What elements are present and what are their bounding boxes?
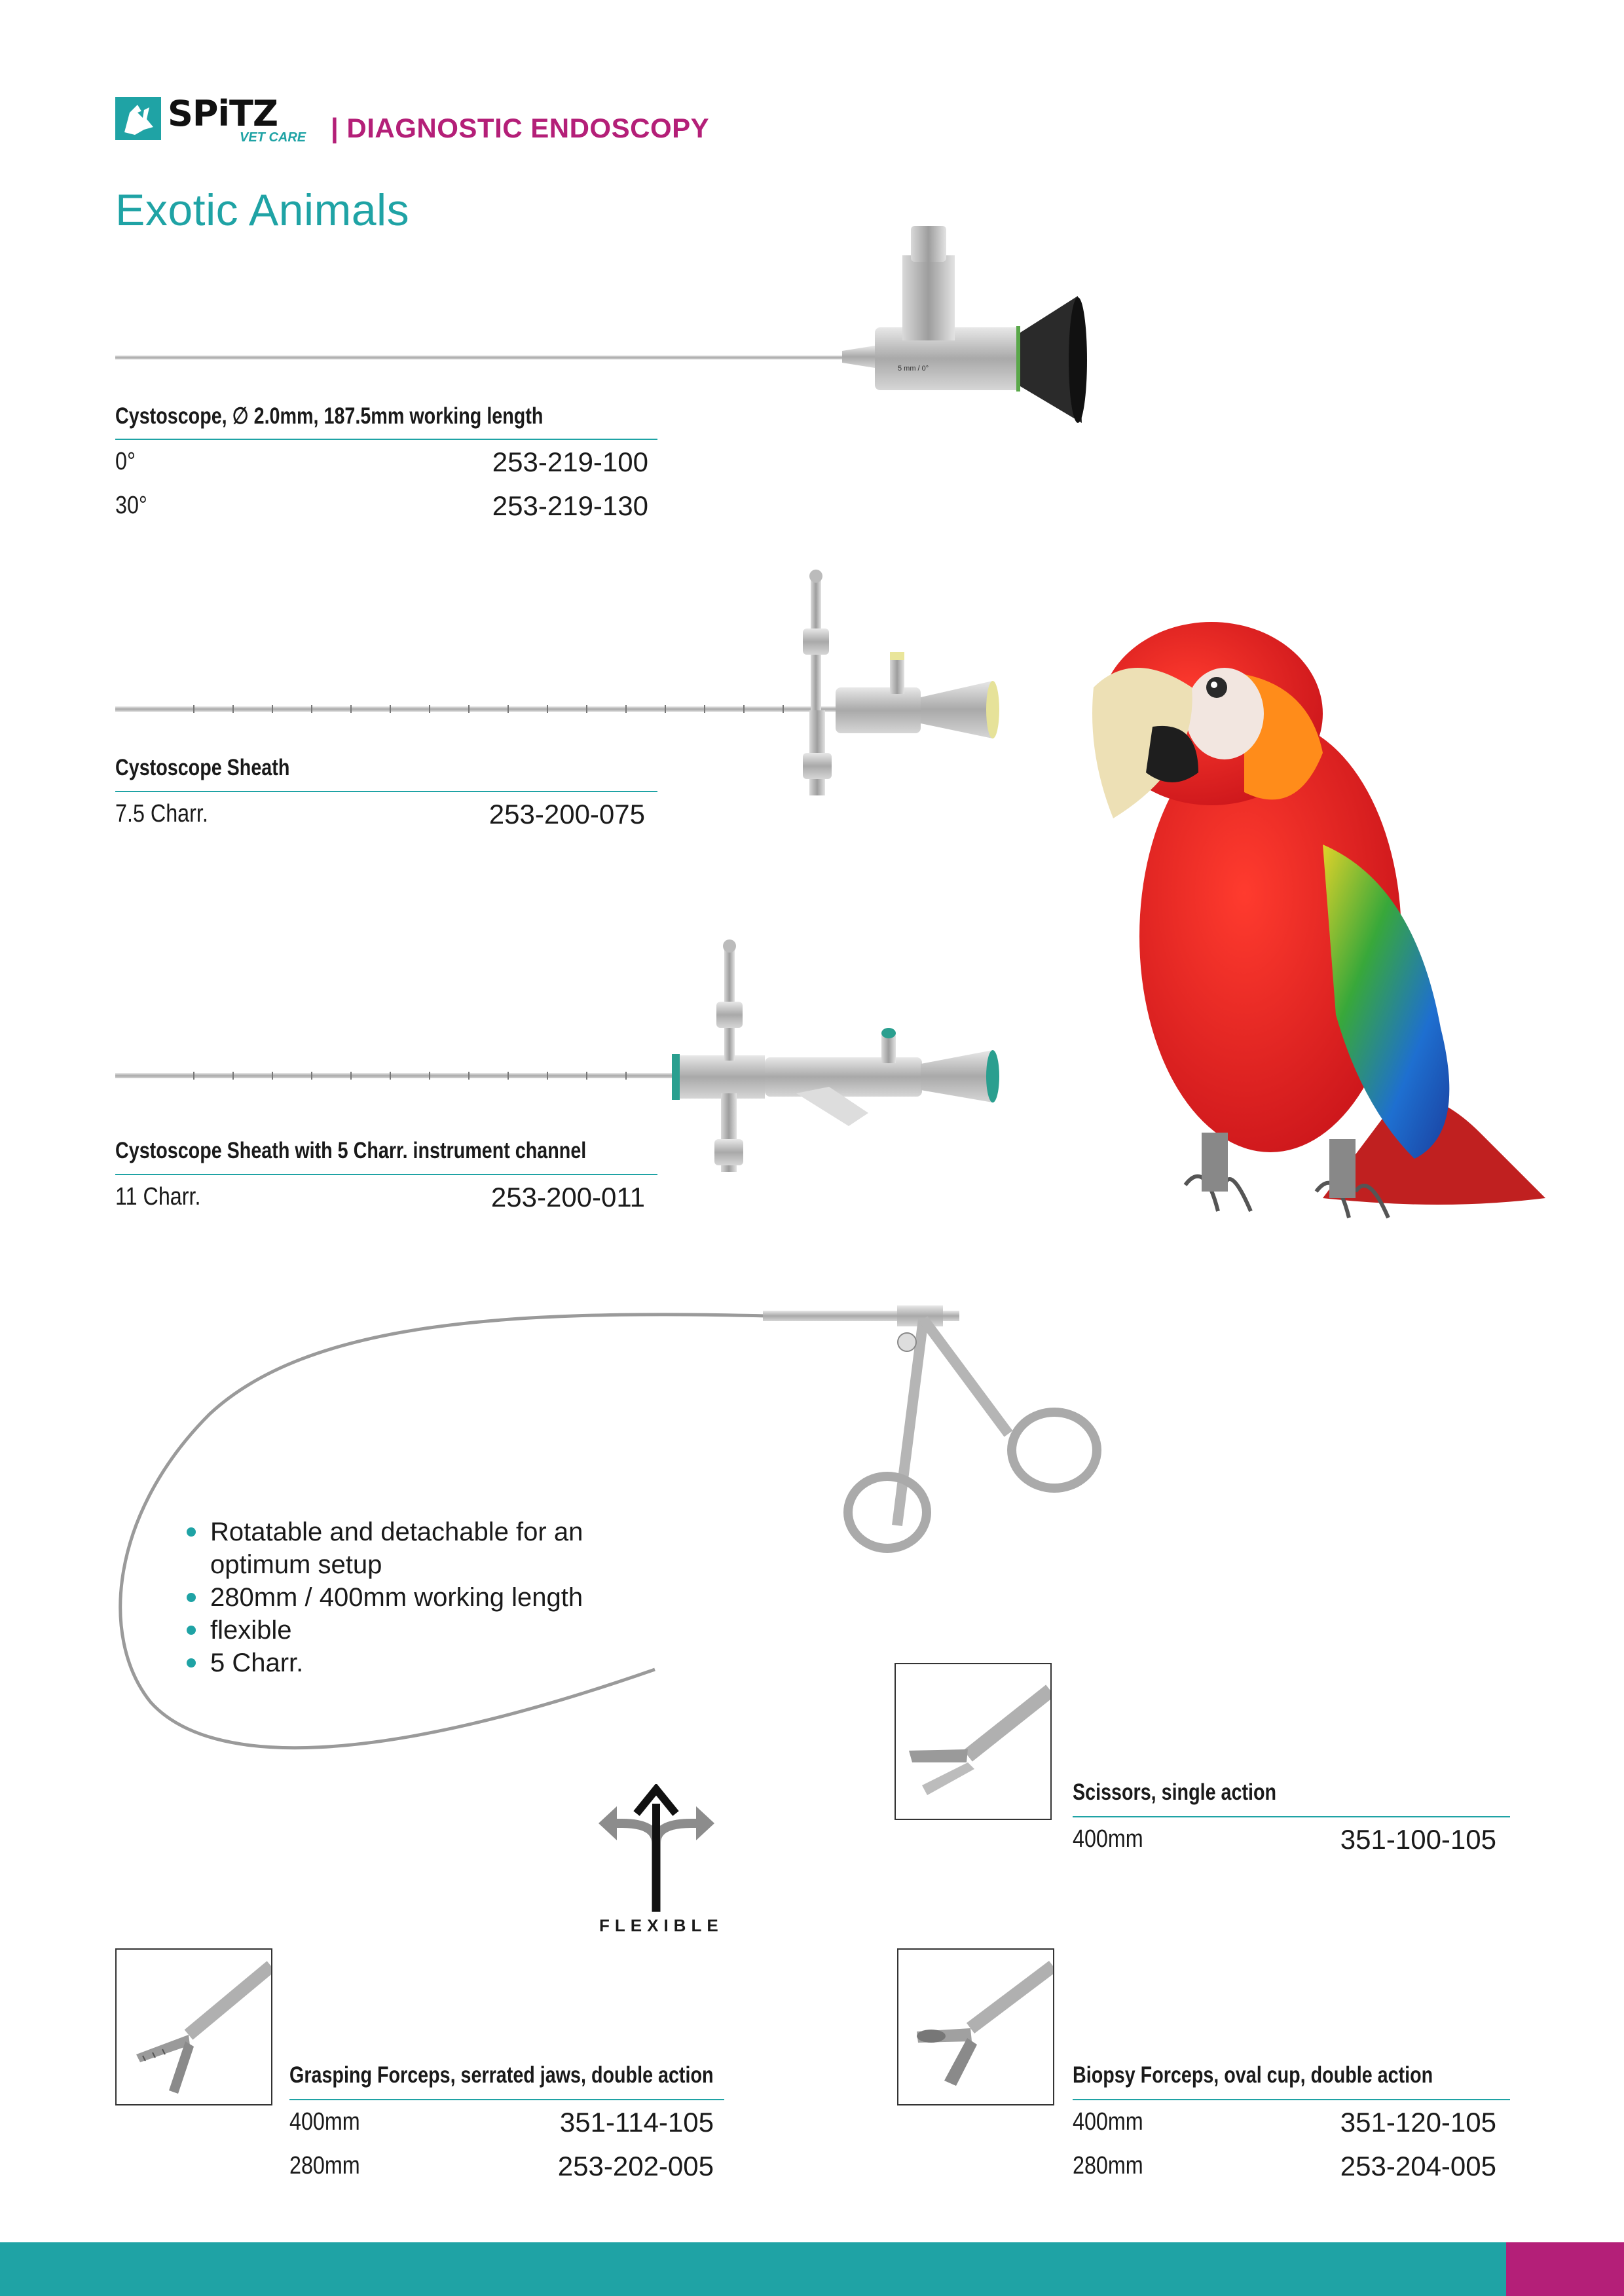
scissors-rule xyxy=(1073,1816,1510,1817)
cystoscope-image xyxy=(115,216,1098,432)
brand-name: SPiTZ xyxy=(168,93,278,134)
cystoscope-row-1-label: 30° xyxy=(115,492,147,519)
biopsy-row-1-label: 280mm xyxy=(1073,2152,1143,2179)
flexible-arrows-icon xyxy=(596,1784,717,1912)
cystoscope-row-1-code: 253-219-130 xyxy=(492,490,648,521)
cystoscope-rule xyxy=(115,439,657,440)
feature-item-1: 280mm / 400mm working length xyxy=(187,1581,632,1614)
biopsy-rule xyxy=(1073,2099,1510,2100)
feature-item-2: flexible xyxy=(187,1614,632,1647)
sheath-channel-row-0-label: 11 Charr. xyxy=(115,1183,201,1211)
sheath-image xyxy=(115,563,1032,825)
scissors-row-0-code: 351-100-105 xyxy=(1340,1824,1496,1855)
grasping-row-0-code: 351-114-105 xyxy=(559,2107,714,2138)
sheath-channel-rule xyxy=(115,1174,657,1175)
cystoscope-row-0-code: 253-219-100 xyxy=(492,446,648,477)
sheath-row-0-label: 7.5 Charr. xyxy=(115,800,208,828)
footer-bar-teal xyxy=(0,2242,1506,2296)
feature-item-0: Rotatable and detachable for an optimum setup xyxy=(187,1516,632,1581)
parrot-photo xyxy=(1074,622,1559,1257)
grasping-thumbnail xyxy=(115,1948,272,2105)
biopsy-row-0-label: 400mm xyxy=(1073,2108,1143,2136)
sheath-row-0-code: 253-200-075 xyxy=(489,799,645,829)
grasping-row-1-label: 280mm xyxy=(289,2152,360,2179)
section-label: | DIAGNOSTIC ENDOSCOPY xyxy=(331,113,710,143)
biopsy-thumbnail xyxy=(897,1948,1054,2105)
sheath-channel-row-0-code: 253-200-011 xyxy=(490,1182,645,1212)
scissors-thumbnail xyxy=(895,1663,1052,1820)
biopsy-row-0-code: 351-120-105 xyxy=(1340,2107,1496,2138)
biopsy-title: Biopsy Forceps, oval cup, double action xyxy=(1073,2062,1433,2088)
grasping-title: Grasping Forceps, serrated jaws, double action xyxy=(289,2062,714,2088)
scissors-row-0-label: 400mm xyxy=(1073,1825,1143,1853)
sheath-rule xyxy=(115,791,657,792)
feature-item-3: 5 Charr. xyxy=(187,1647,632,1679)
scissors-title: Scissors, single action xyxy=(1073,1779,1277,1805)
grasping-row-1-code: 253-202-005 xyxy=(557,2151,714,2181)
spitz-logo xyxy=(115,93,322,145)
page-title: Exotic Animals xyxy=(115,185,410,235)
cystoscope-row-0-label: 0° xyxy=(115,448,136,475)
flexible-label: FLEXIBLE xyxy=(599,1916,724,1935)
sheath-channel-title: Cystoscope Sheath with 5 Charr. instrument channel xyxy=(115,1138,587,1163)
sheath-title: Cystoscope Sheath xyxy=(115,755,290,780)
feature-list xyxy=(187,1516,632,1679)
grasping-row-0-label: 400mm xyxy=(289,2108,360,2136)
footer-bar-magenta xyxy=(1506,2242,1624,2296)
scope-marking: 5 mm / 0° xyxy=(898,365,929,373)
biopsy-row-1-code: 253-204-005 xyxy=(1340,2151,1496,2181)
grasping-rule xyxy=(289,2099,724,2100)
cystoscope-title: Cystoscope, ∅ 2.0mm, 187.5mm working length xyxy=(115,403,544,429)
brand-sub: VET CARE xyxy=(240,130,306,145)
